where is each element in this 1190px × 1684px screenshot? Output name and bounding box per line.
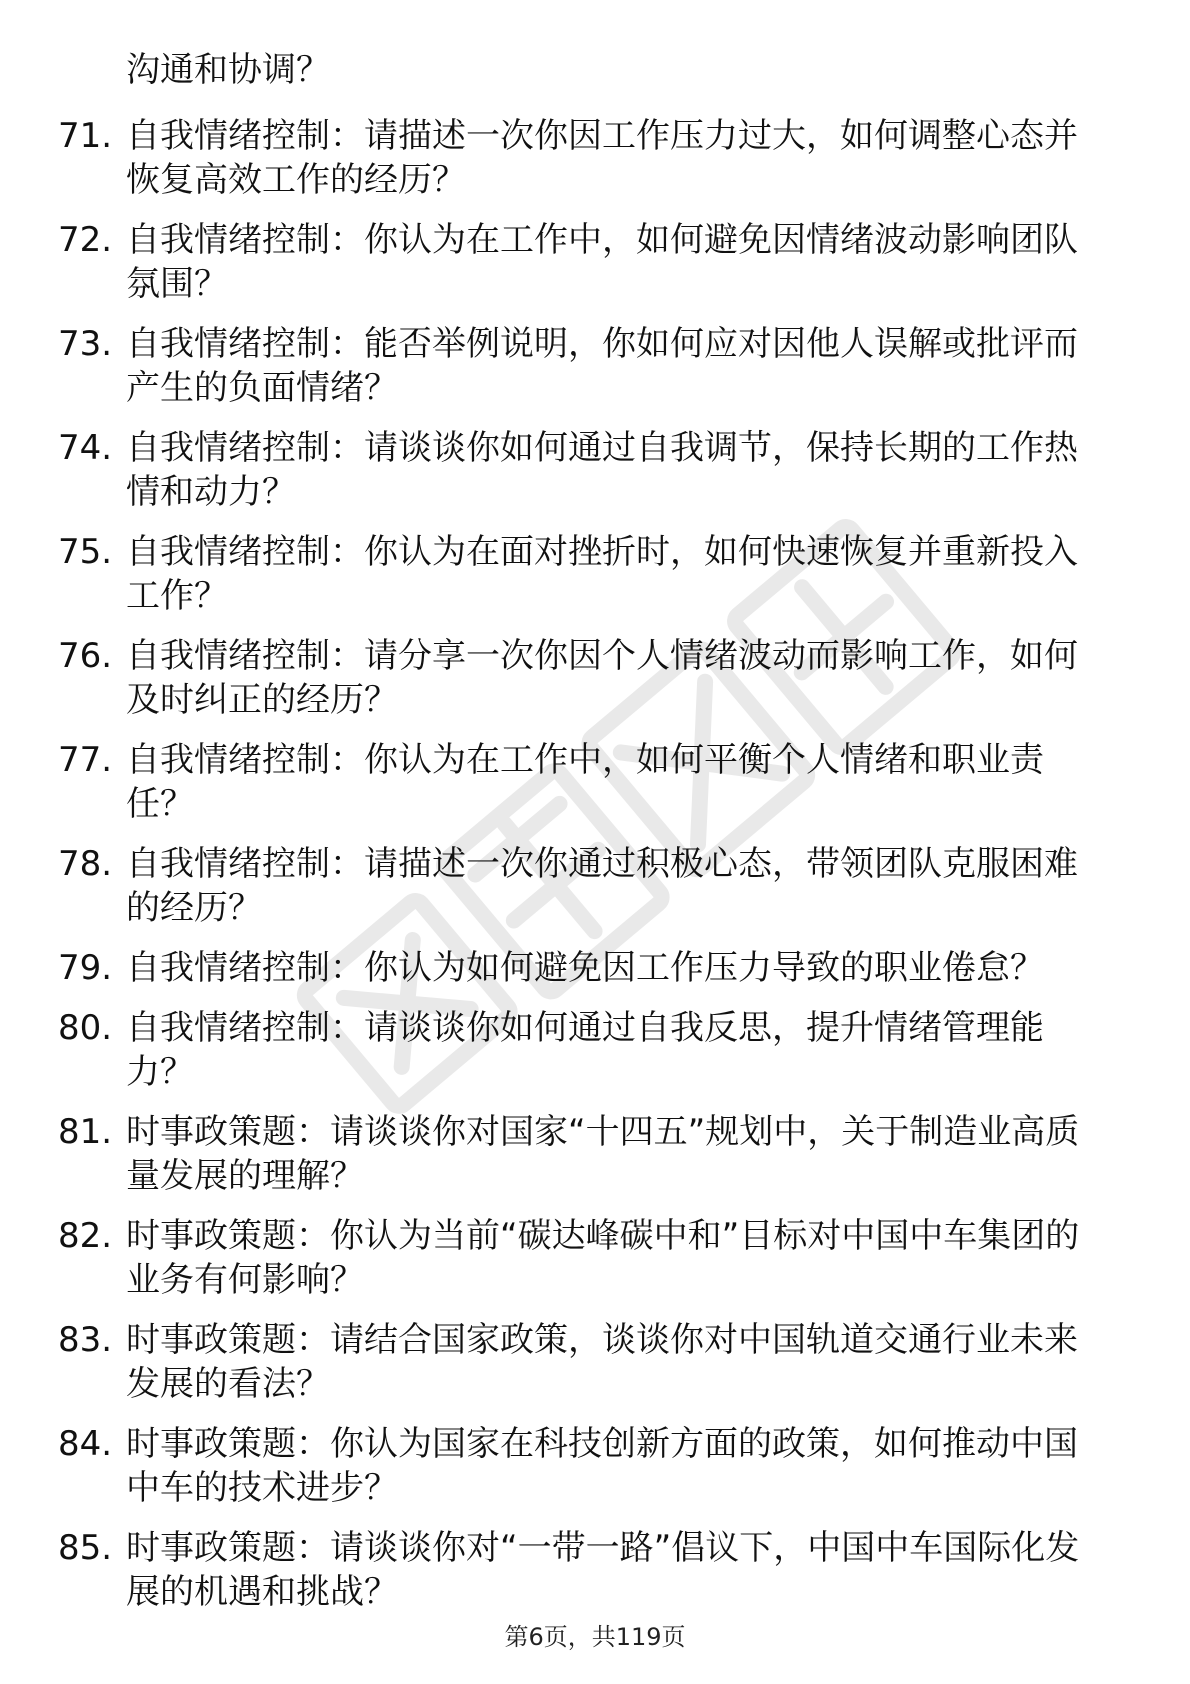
question-line: 自我情绪控制：请描述一次你因工作压力过大，如何调整心态并 (126, 116, 1078, 156)
question-item (0, 530, 1190, 634)
question-item (0, 1526, 1190, 1630)
question-text (126, 1318, 1126, 1406)
question-line: 时事政策题：你认为国家在科技创新方面的政策，如何推动中国 (126, 1424, 1078, 1464)
question-line: 时事政策题：请谈谈你对“一带一路”倡议下，中国中车国际化发 (126, 1528, 1080, 1568)
question-text (126, 738, 1126, 826)
question-number: 77. (58, 740, 113, 780)
question-line: 任？ (126, 784, 194, 824)
question-line: 量发展的理解？ (126, 1156, 364, 1196)
question-line: 自我情绪控制：请谈谈你如何通过自我反思，提升情绪管理能 (126, 1008, 1044, 1048)
question-line: 自我情绪控制：你认为在面对挫折时，如何快速恢复并重新投入 (126, 532, 1078, 572)
question-item (0, 842, 1190, 946)
question-text (126, 1526, 1126, 1614)
question-line: 产生的负面情绪？ (126, 368, 398, 408)
question-item (0, 946, 1190, 1006)
question-item (0, 1318, 1190, 1422)
question-text (126, 1422, 1126, 1510)
question-number: 75. (58, 532, 113, 572)
question-line: 自我情绪控制：请分享一次你因个人情绪波动而影响工作，如何 (126, 636, 1078, 676)
question-number: 76. (58, 636, 113, 676)
question-number: 78. (58, 844, 113, 884)
question-line: 发展的看法？ (126, 1364, 330, 1404)
question-item (0, 1214, 1190, 1318)
question-item (0, 426, 1190, 530)
question-text (126, 530, 1126, 618)
question-number: 72. (58, 220, 113, 260)
question-line: 展的机遇和挑战？ (126, 1572, 398, 1612)
question-item (0, 1006, 1190, 1110)
question-line: 自我情绪控制：能否举例说明，你如何应对因他人误解或批评而 (126, 324, 1078, 364)
question-text (126, 218, 1126, 306)
question-item (0, 1422, 1190, 1526)
question-line: 自我情绪控制：请描述一次你通过积极心态，带领团队克服困难 (126, 844, 1078, 884)
question-line: 工作？ (126, 576, 228, 616)
question-text (126, 322, 1126, 410)
question-line: 时事政策题：请谈谈你对国家“十四五”规划中，关于制造业高质 (126, 1112, 1080, 1152)
question-item (0, 1110, 1190, 1214)
question-number: 84. (58, 1424, 113, 1464)
page-number-footer: 第6页，共119页 (504, 1623, 686, 1651)
question-item (0, 738, 1190, 842)
question-number: 82. (58, 1216, 113, 1256)
question-number: 79. (58, 948, 113, 988)
question-line: 业务有何影响？ (126, 1260, 364, 1300)
question-number: 83. (58, 1320, 113, 1360)
question-text (126, 1214, 1126, 1302)
question-item (0, 218, 1190, 322)
question-text (126, 1006, 1126, 1094)
question-text (126, 634, 1126, 722)
question-line: 自我情绪控制：你认为在工作中，如何避免因情绪波动影响团队 (126, 220, 1078, 260)
question-list (0, 114, 1190, 1630)
question-item (0, 322, 1190, 426)
question-item (0, 114, 1190, 218)
question-line: 自我情绪控制：请谈谈你如何通过自我调节，保持长期的工作热 (126, 428, 1078, 468)
continued-question-text: 沟通和协调？ (126, 50, 330, 90)
question-text (126, 946, 1126, 990)
question-text (126, 1110, 1126, 1198)
question-line: 自我情绪控制：你认为在工作中，如何平衡个人情绪和职业责 (126, 740, 1044, 780)
question-text (126, 114, 1126, 202)
question-number: 80. (58, 1008, 113, 1048)
question-line: 的经历？ (126, 888, 262, 928)
question-line: 恢复高效工作的经历？ (126, 160, 466, 200)
question-line: 中车的技术进步？ (126, 1468, 398, 1508)
question-text (126, 426, 1126, 514)
question-number: 85. (58, 1528, 113, 1568)
question-line: 力？ (126, 1052, 194, 1092)
question-number: 74. (58, 428, 113, 468)
question-item (0, 634, 1190, 738)
question-line: 时事政策题：请结合国家政策，谈谈你对中国轨道交通行业未来 (126, 1320, 1078, 1360)
question-number: 71. (58, 116, 113, 156)
question-line: 时事政策题：你认为当前“碳达峰碳中和”目标对中国中车集团的 (126, 1216, 1080, 1256)
question-line: 情和动力？ (126, 472, 296, 512)
question-line: 自我情绪控制：你认为如何避免因工作压力导致的职业倦怠？ (126, 948, 1044, 988)
question-number: 73. (58, 324, 113, 364)
question-number: 81. (58, 1112, 113, 1152)
question-text (126, 842, 1126, 930)
question-line: 及时纠正的经历？ (126, 680, 398, 720)
question-line: 氛围？ (126, 264, 228, 304)
